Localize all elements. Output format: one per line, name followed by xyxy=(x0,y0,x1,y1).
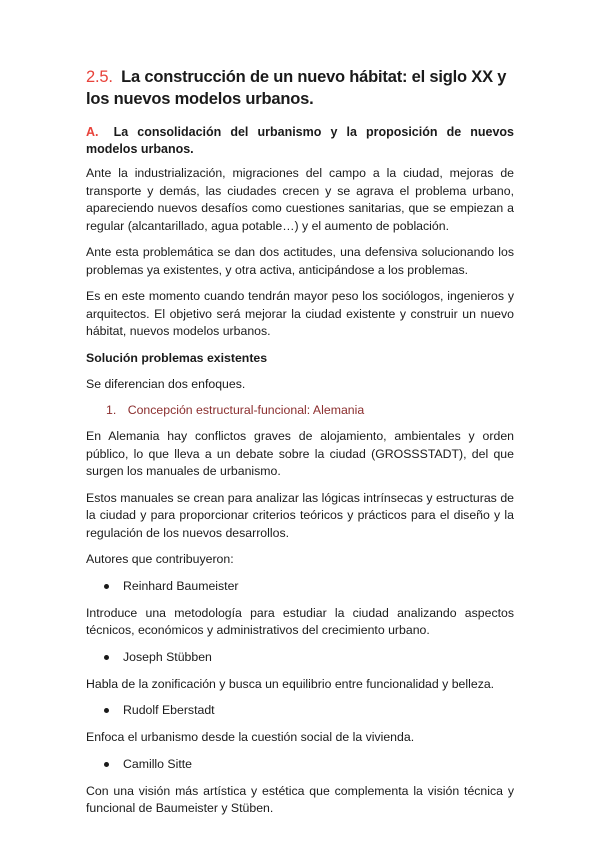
author-description: Habla de la zonificación y busca un equilibrio entre funcionalidad y belleza. xyxy=(86,676,495,691)
paragraph-germany-conflicts: En Alemania hay conflictos graves de alojamiento, ambientales y orden público, lo que lleva a un debate sobre la ciudad (GROSSSTADT), del que surgen los manuales de urbanismo. xyxy=(86,429,514,478)
author-bullet-baumeister xyxy=(104,578,514,595)
paragraph-manuals: Estos manuales se crean para analizar las lógicas intrínsecas y estructuras de la ciudad y para proporcionar criterios teóricos y prácticos para el diseño y la regulación de los nuevos desarrollos. xyxy=(86,490,514,540)
bullet-dot-icon xyxy=(104,708,109,713)
section-heading xyxy=(86,66,514,110)
subsection-heading xyxy=(86,124,514,158)
author-name: Camillo Sitte xyxy=(123,756,193,771)
author-bullet-eberstadt xyxy=(104,702,514,719)
authors-intro: Autores que contribuyeron: xyxy=(86,552,234,566)
author-description: Introduce una metodología para estudiar la ciudad analizando aspectos técnicos, económicos y administrativos del crecimiento urbano. xyxy=(86,605,514,637)
author-bullet-stubben xyxy=(104,649,514,666)
subsection-letter: A. xyxy=(86,125,99,139)
bullet-dot-icon xyxy=(104,762,109,767)
paragraph-professionals: Es en este momento cuando tendrán mayor peso los sociólogos, ingenieros y arquitectos. El objetivo será mejorar la ciudad existente y construir un nuevo hábitat, nuevos modelos urbanos. xyxy=(86,289,514,338)
bullet-dot-icon xyxy=(104,584,109,589)
document-page xyxy=(86,66,514,827)
subsection-title: La consolidación del urbanismo y la proposición de nuevos modelos urbanos. xyxy=(86,125,514,156)
author-description: Con una visión más artística y estética que complementa la visión técnica y funcional de Baumeister y Stüben. xyxy=(86,783,514,815)
section-title: La construcción de un nuevo hábitat: el siglo XX y los nuevos modelos urbanos. xyxy=(86,68,507,108)
author-name: Rudolf Eberstadt xyxy=(123,703,215,717)
approach-label: Concepción estructural-funcional: Alemania xyxy=(127,403,365,417)
approach-list-item xyxy=(106,402,514,419)
author-name: Joseph Stübben xyxy=(123,649,212,664)
section-number: 2.5. xyxy=(86,68,113,86)
paragraph-industrialization: Ante la industrialización, migraciones del campo a la ciudad, mejoras de transporte y demás, las ciudades crecen y se agrava el problema urbano, apareciendo nuevos desafíos como cuestiones sanitarias, que se empiezan a regular (alcantarillado, agua potable…) y el aumento de población. xyxy=(86,166,514,233)
bullet-dot-icon xyxy=(104,655,109,660)
approach-number: 1. xyxy=(106,403,117,417)
author-name: Reinhard Baumeister xyxy=(123,578,239,593)
paragraph-attitudes: Ante esta problemática se dan dos actitudes, una defensiva solucionando los problemas ya existentes, y otra activa, anticipándose a los problemas. xyxy=(86,245,514,277)
solution-heading: Solución problemas existentes xyxy=(86,350,268,365)
approaches-intro: Se diferencian dos enfoques. xyxy=(86,376,246,391)
author-bullet-sitte xyxy=(104,756,514,773)
author-description: Enfoca el urbanismo desde la cuestión social de la vivienda. xyxy=(86,730,415,744)
